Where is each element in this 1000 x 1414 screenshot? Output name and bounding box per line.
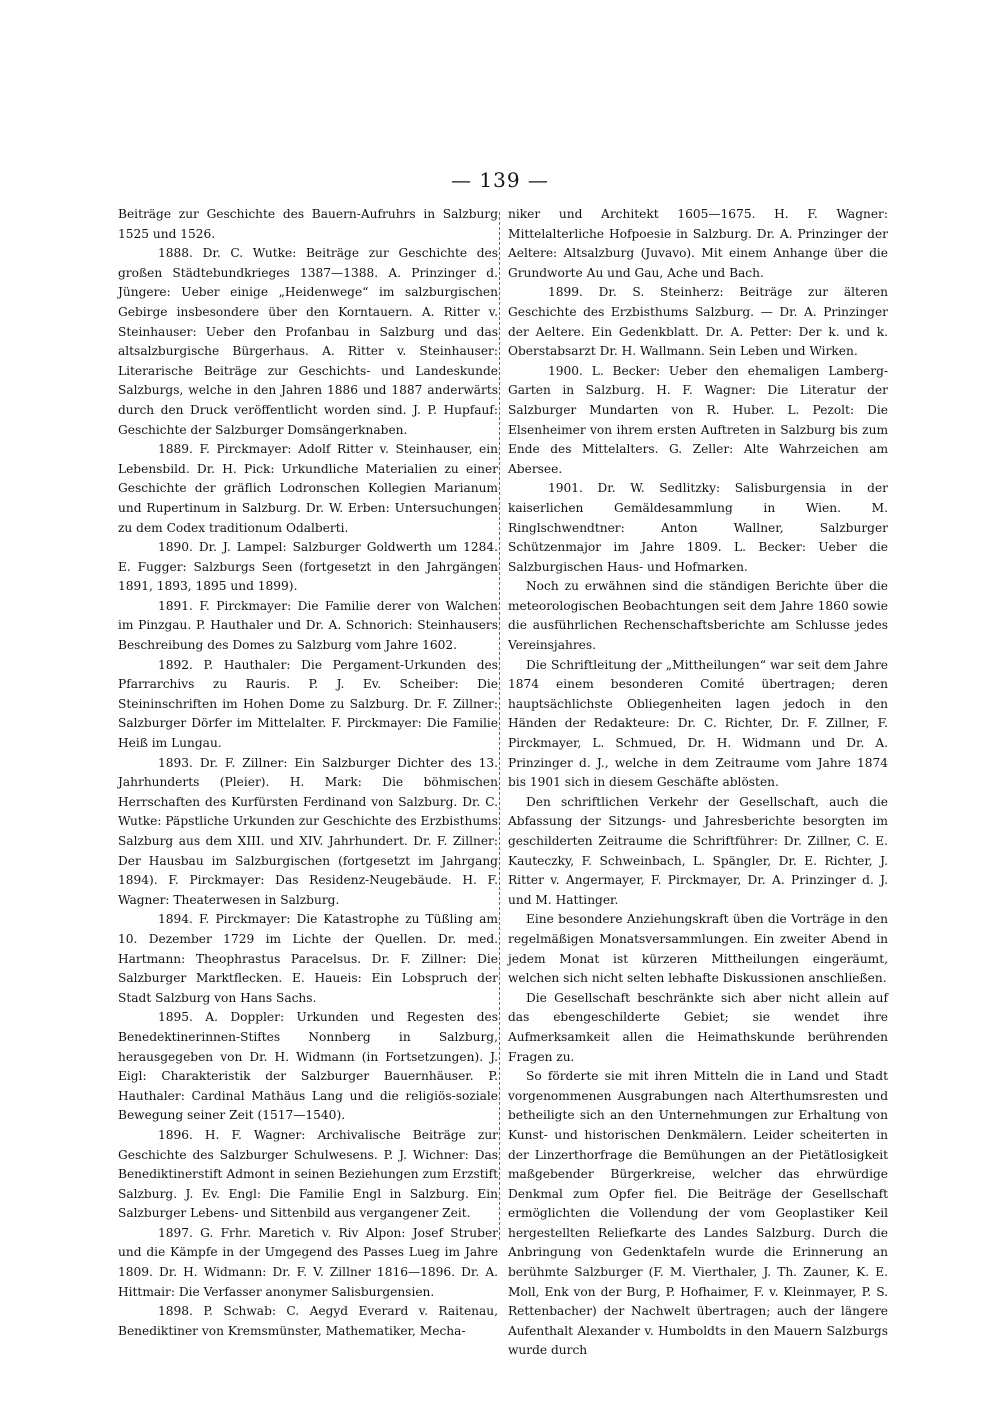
paragraph: Den schriftlichen Verkehr der Gesellschaft, auch die Abfassung der Sitzungs- und Jahresberichte besorgten im geschilderten Zeitraume die Schriftführer: Dr. Zillner, C. E. Kauteczky, F. Schweinbach, L. Spängler, Dr. E. Richter, J. Ritter v. Angermayer, F. Pirckmayer, Dr. A. Prinzinger d. J. und M. Hattinger. xyxy=(508,794,888,907)
paragraph: 1888. Dr. C. Wutke: Beiträge zur Geschichte des großen Städtebundkrieges 1387—1388. A. Prinzinger d. Jüngere: Ueber einige „Heidenwege“ im salzburgischen Gebirge insbesondere über den Korntauern. A. Ritter v. Steinhauser: Ueber den Profanbau in Salzburg und das altsalzburgische Bürgerhaus. A. Ritter v. Steinhauser: Literarische Beiträge zur Geschichts- und Landeskunde Salzburgs, welche in den Jahren 1886 und 1887 anderwärts durch den Druck veröffentlicht worden sind. J. P. Hupfauf: Geschichte der Salzburger Domsängerknaben. xyxy=(118,246,498,437)
page-number: — 139 — xyxy=(451,168,549,192)
paragraph: Die Schriftleitung der „Mittheilungen“ war seit dem Jahre 1874 einem besonderen Comité übertragen; deren hauptsächlichste Obliegenheiten lagen jedoch in den Händen der Redakteure: Dr. C. Richter, Dr. F. Zillner, F. Pirckmayer, L. Schmued, Dr. H. Widmann und Dr. A. Prinzinger d. J., welche in dem Zeitraume vom Jahre 1874 bis 1901 sich in diesem Geschäfte ablösten. xyxy=(508,657,888,790)
paragraph: Beiträge zur Geschichte des Bauern-Aufruhrs in Salzburg 1525 und 1526. xyxy=(118,207,498,241)
paragraph: 1891. F. Pirckmayer: Die Familie derer von Walchen im Pinzgau. P. Hauthaler und Dr. A. Schnorich: Steinhausers Beschreibung des Domes zu Salzburg vom Jahre 1602. xyxy=(118,598,498,653)
paragraph: 1896. H. F. Wagner: Archivalische Beiträge zur Geschichte des Salzburger Schulwesens. P. J. Wichner: Das Benediktinerstift Admont in seinen Beziehungen zum Erzstift Salzburg. J. Ev. Engl: Die Familie Engl in Salzburg. Ein Salzburger Lebens- und Sittenbild aus vergangener Zeit. xyxy=(118,1127,498,1221)
paragraph: 1900. L. Becker: Ueber den ehemaligen Lamberg-Garten in Salzburg. H. F. Wagner: Die Literatur der Salzburger Mundarten von R. Huber. L. Pezolt: Die Elsenheimer von ihrem ersten Auftreten in Salzburg bis zum Ende des Mittelalters. G. Zeller: Alte Wahrzeichen am Abersee. xyxy=(508,363,888,476)
paragraph: 1898. P. Schwab: C. Aegyd Everard v. Raitenau, Benediktiner von Kremsmünster, Mathematiker, Mecha- xyxy=(118,1304,498,1338)
paragraph: So förderte sie mit ihren Mitteln die in Land und Stadt vorgenommenen Ausgrabungen nach Alterthumsresten und betheiligte sich an den Unternehmungen zur Erhaltung von Kunst- und historischen Denkmälern. Leider scheiterten in der Linzerthorfrage die Bemühungen an der Pietätlosigkeit maßgebender Bürgerkreise, welcher das ehrwürdige Denkmal zum Opfer fiel. Die Beiträge der Gesellschaft ermöglichten die Vollendung der vom Geoplastiker Keil hergestellten Reliefkarte des Landes Salzburg. Durch die Anbringung von Gedenktafeln wurde die Erinnerung an berühmte Salzburger (F. M. Vierthaler, J. Th. Zauner, K. E. Moll, Enk von der Burg, P. Hofhaimer, F. v. Kleinmayer, P. S. Rettenbacher) der Nachwelt übertragen; auch der längere Aufenthalt Alexander v. Humboldts in den Mauern Salzburgs wurde durch xyxy=(508,1069,888,1358)
paragraph: 1890. Dr. J. Lampel: Salzburger Goldwerth um 1284. E. Fugger: Salzburgs Seen (fortgesetzt in den Jahrgängen 1891, 1893, 1895 und 1899). xyxy=(118,540,498,594)
paragraph: Die Gesellschaft beschränkte sich aber nicht allein auf das ebengeschilderte Gebiet; sie wendet ihre Aufmerksamkeit allen die Heimathskunde berührenden Fragen zu. xyxy=(508,990,888,1064)
paragraph: 1889. F. Pirckmayer: Adolf Ritter v. Steinhauser, ein Lebensbild. Dr. H. Pick: Urkundliche Materialien zu einer Geschichte der gräflich Lodronschen Kollegien Marianum und Rupertinum in Salzburg. Dr. W. Erben: Untersuchungen zu dem Codex traditionum Odalberti. xyxy=(118,442,498,535)
column-divider xyxy=(499,212,500,1240)
paragraph: 1897. G. Frhr. Maretich v. Riv Alpon: Josef Struber und die Kämpfe in der Umgegend des Passes Lueg im Jahre 1809. Dr. H. Widmann: Dr. F. V. Zillner 1816—1896. Dr. A. Hittmair: Die Verfasser anonymer Salisburgensien. xyxy=(118,1225,498,1299)
paragraph: 1893. Dr. F. Zillner: Ein Salzburger Dichter des 13. Jahrhunderts (Pleier). H. Mark: Die böhmischen Herrschaften des Kurfürsten Ferdinand von Salzburg. Dr. C. Wutke: Päpstliche Urkunden zur Geschichte des Erzbisthums Salzburg aus dem XIII. und XIV. Jahrhundert. Dr. F. Zillner: Der Hausbau im Salzburgischen (fortgesetzt im Jahrgang 1894). F. Pirckmayer: Das Residenz-Neugebäude. H. F. Wagner: Theaterwesen in Salzburg. xyxy=(118,755,498,907)
paragraph: 1894. F. Pirckmayer: Die Katastrophe zu Tüßling am 10. Dezember 1729 im Lichte der Quellen. Dr. med. Hartmann: Theophrastus Paracelsus. Dr. F. Zillner: Die Salzburger Marktflecken. E. Haueis: Ein Lobspruch der Stadt Salzburg von Hans Sachs. xyxy=(118,912,498,1005)
right-column xyxy=(508,205,888,1361)
paragraph: Eine besondere Anziehungskraft üben die Vorträge in den regelmäßigen Monatsversammlungen. Ein zweiter Abend in jedem Monat ist kürzeren Mittheilungen eingeräumt, welchen sich nicht selten lebhafte Diskussionen anschließen. xyxy=(508,912,888,986)
paragraph: niker und Architekt 1605—1675. H. F. Wagner: Mittelalterliche Hofpoesie in Salzburg. Dr. A. Prinzinger der Aeltere: Altsalzburg (Juvavo). Mit einem Anhange über die Grundworte Au und Gau, Ache und Bach. xyxy=(508,207,888,280)
paragraph: 1895. A. Doppler: Urkunden und Regesten des Benedektinerinnen-Stiftes Nonnberg in Salzburg, herausgegeben von Dr. H. Widmann (in Fortsetzungen). J. Eigl: Charakteristik der Salzburger Bauernhäuser. P. Hauthaler: Cardinal Mathäus Lang und die religiös-soziale Bewegung seiner Zeit (1517—1540). xyxy=(118,1010,498,1123)
paragraph: 1901. Dr. W. Sedlitzky: Salisburgensia in der kaiserlichen Gemäldesammlung in Wien. M. Ringlschwendtner: Anton Wallner, Salzburger Schützenmajor im Jahre 1809. L. Becker: Ueber die Salzburgischen Haus- und Hofmarken. xyxy=(508,481,888,574)
paragraph: Noch zu erwähnen sind die ständigen Berichte über die meteorologischen Beobachtungen seit dem Jahre 1860 sowie die ausführlichen Rechenschaftsberichte am Schlusse jedes Vereinsjahres. xyxy=(508,579,888,653)
paragraph: 1892. P. Hauthaler: Die Pergament-Urkunden des Pfarrarchivs zu Rauris. P. J. Ev. Scheiber: Die Steininschriften im Hohen Dome zu Salzburg. Dr. F. Zillner: Salzburger Dörfer im Mittelalter. F. Pirckmayer: Die Familie Heiß im Lungau. xyxy=(118,657,498,751)
left-column xyxy=(118,205,498,1341)
paragraph: 1899. Dr. S. Steinherz: Beiträge zur älteren Geschichte des Erzbisthums Salzburg. — Dr. A. Prinzinger der Aeltere. Ein Gedenkblatt. Dr. A. Petter: Der k. und k. Oberstabsarzt Dr. H. Wallmann. Sein Leben und Wirken. xyxy=(508,285,888,359)
